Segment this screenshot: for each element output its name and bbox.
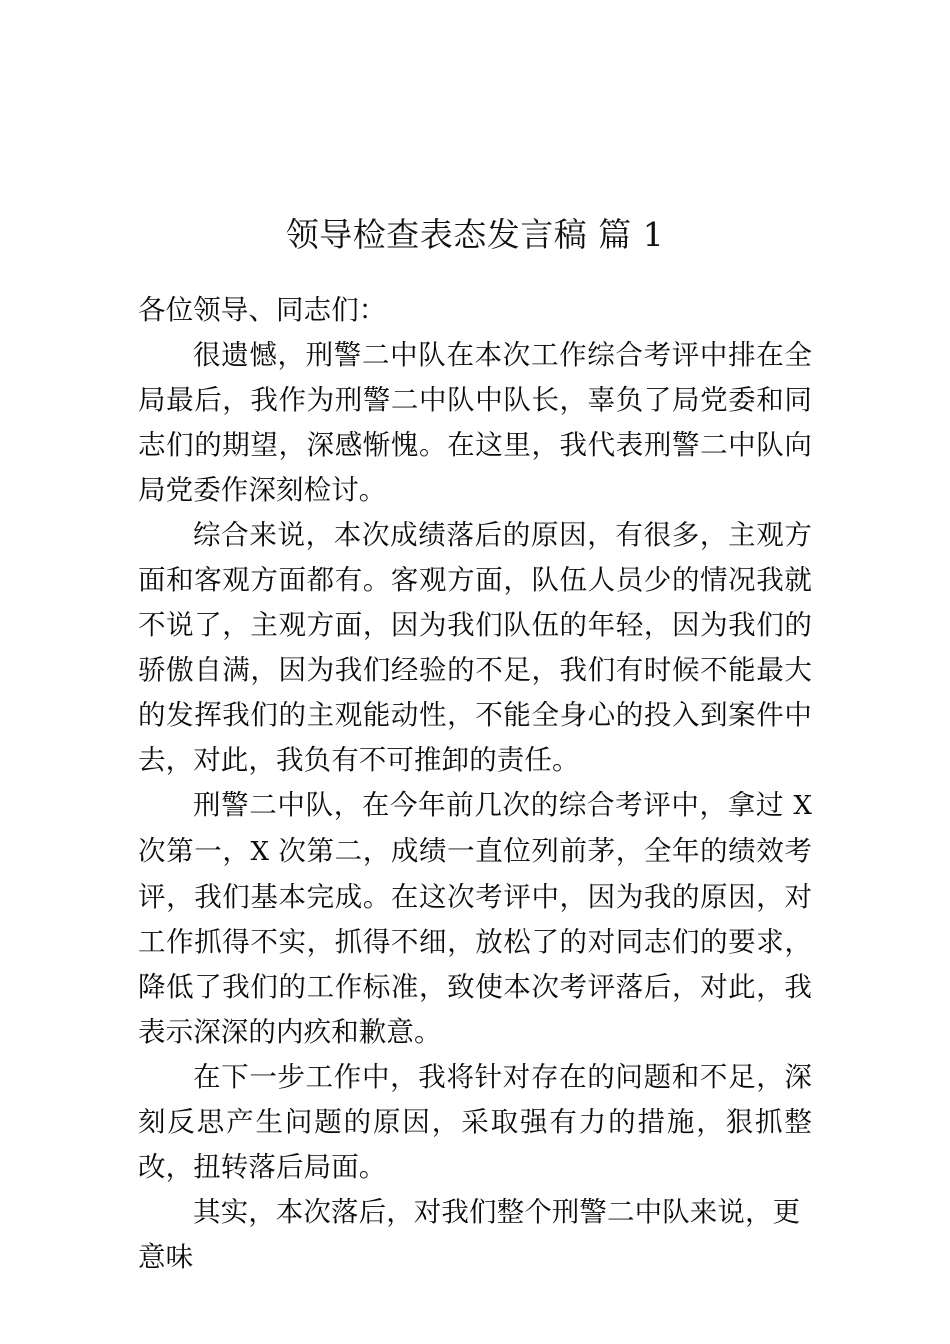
latin-placeholder: X	[250, 837, 270, 867]
paragraph-2: 综合来说，本次成绩落后的原因，有很多，主观方面和客观方面都有。客观方面，队伍人员少的情况我就不说了，主观方面，因为我们队伍的年轻，因为我们的骄傲自满，因为我们经验的不足，我们有时候不能最大的发挥我们的主观能动性，不能全身心的投入到案件中去，对此，我负有不可推卸的责任。	[138, 519, 812, 776]
paragraph-salutation: 各位领导、同志们：	[138, 294, 387, 326]
paragraph-4: 在下一步工作中，我将针对存在的问题和不足，深刻反思产生问题的原因，采取强有力的措施，狠抓整改，扭转落后局面。	[138, 1061, 812, 1183]
document-body	[138, 288, 812, 1280]
paragraph-3: 刑警二中队，在今年前几次的综合考评中，拿过 X 次第一，X 次第二，成绩一直位列前茅，全年的绩效考评，我们基本完成。在这次考评中，因为我的原因，对工作抓得不实，抓得不细，放松了的对同志们的要求，降低了我们的工作标准，致使本次考评落后，对此，我表示深深的内疚和歉意。	[138, 789, 812, 1048]
paragraph-5: 其实，本次落后，对我们整个刑警二中队来说，更意味	[138, 1196, 801, 1273]
page-title: 领导检查表态发言稿 篇 1	[285, 215, 665, 255]
latin-placeholder: X	[793, 791, 812, 821]
paragraph-1: 很遗憾，刑警二中队在本次工作综合考评中排在全局最后，我作为刑警二中队中队长，辜负了局党委和同志们的期望，深感惭愧。在这里，我代表刑警二中队向局党委作深刻检讨。	[138, 339, 812, 506]
